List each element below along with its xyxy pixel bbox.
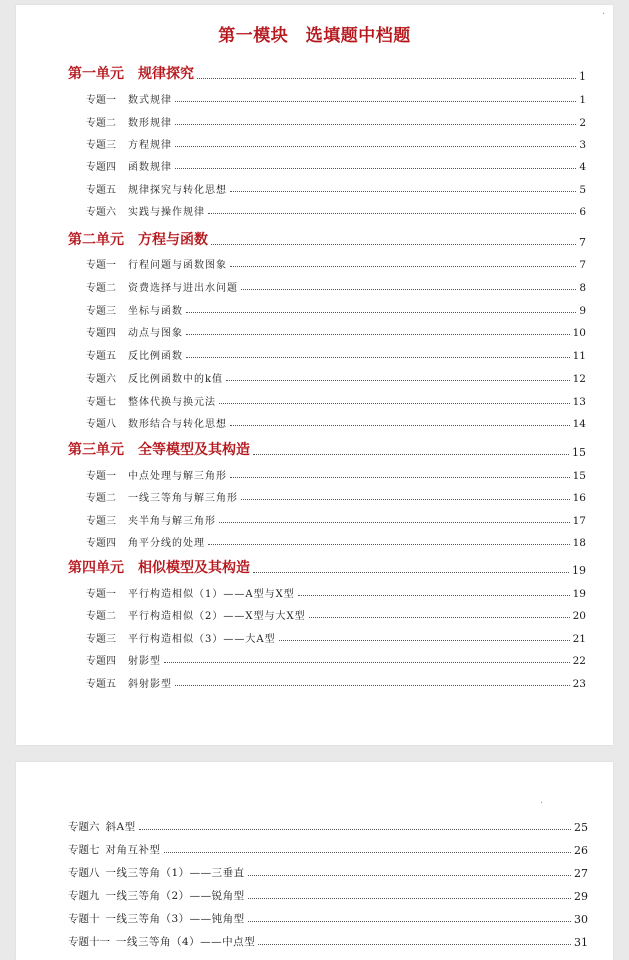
topic-entry[interactable] (86, 91, 586, 106)
topic-number: 专题四 (86, 162, 116, 173)
page-number: 10 (572, 327, 586, 339)
page-number: 17 (572, 515, 586, 527)
topic-number: 专题二 (86, 493, 116, 504)
leader-dots (253, 453, 569, 455)
page-number: 16 (572, 492, 586, 504)
leader-dots (279, 639, 570, 641)
topic-title: 平行构造相似（3）——大A型 (128, 634, 276, 645)
topic-title: 一线三等角（1）——三垂直 (105, 867, 245, 879)
topic-title: 坐标与函数 (128, 306, 183, 317)
topic-entry[interactable] (86, 630, 586, 645)
leader-dots (241, 498, 570, 500)
page-number: 23 (572, 678, 586, 690)
page-number: 13 (572, 396, 586, 408)
leader-dots (208, 212, 576, 214)
page-number: 8 (579, 282, 586, 294)
topic-title: 对角互补型 (105, 844, 161, 856)
topic-entry[interactable] (68, 934, 588, 949)
topic-title: 实践与操作规律 (128, 207, 205, 218)
leader-dots (175, 684, 570, 686)
topic-entry[interactable] (86, 203, 586, 218)
page-number: 3 (579, 139, 586, 151)
unit-2-entry[interactable] (68, 229, 586, 249)
leader-dots (253, 571, 569, 573)
toc-page-1 (16, 5, 613, 745)
topic-number: 专题四 (86, 328, 116, 339)
topic-number: 专题八 (68, 867, 100, 879)
topic-title: 平行构造相似（2）——X型与大X型 (128, 611, 306, 622)
topic-entry[interactable] (86, 302, 586, 317)
page-number: 4 (579, 161, 586, 173)
topic-number: 专题六 (86, 207, 116, 218)
unit-title: 第一单元 规律探究 (68, 66, 194, 82)
page-number: 15 (572, 470, 586, 482)
topic-number: 专题六 (86, 374, 116, 385)
leader-dots (230, 190, 576, 192)
leader-dots (248, 920, 571, 922)
page-number: 22 (572, 655, 586, 667)
topic-entry[interactable] (86, 467, 586, 482)
topic-title: 整体代换与换元法 (128, 397, 216, 408)
topic-entry[interactable] (86, 652, 586, 667)
topic-entry[interactable] (86, 393, 586, 408)
page-number: 9 (579, 305, 586, 317)
leader-dots (197, 77, 576, 79)
topic-number: 专题三 (86, 140, 116, 151)
page-number: 25 (574, 821, 588, 834)
leader-dots (186, 311, 576, 313)
leader-dots (139, 828, 571, 830)
page-number: 1 (579, 94, 586, 106)
topic-title: 反比例函数中的k值 (128, 374, 224, 385)
topic-title: 一线三等角（4）——中点型 (116, 936, 256, 948)
page-number: 27 (574, 867, 588, 880)
toc-page-2 (16, 762, 613, 960)
topic-number: 专题二 (86, 611, 116, 622)
page-number: 12 (572, 373, 586, 385)
speck-mark: · (540, 798, 544, 809)
topic-entry[interactable] (86, 114, 586, 129)
topic-entry[interactable] (68, 865, 588, 880)
unit-1-entry[interactable] (68, 63, 586, 83)
leader-dots (175, 167, 576, 169)
topic-number: 专题七 (68, 844, 100, 856)
topic-number: 专题十 (68, 913, 100, 925)
topic-title: 行程问题与函数图象 (128, 260, 227, 271)
topic-entry[interactable] (86, 512, 586, 527)
unit-title: 第二单元 方程与函数 (68, 232, 208, 248)
leader-dots (175, 100, 576, 102)
topic-number: 专题九 (68, 890, 100, 902)
topic-number: 专题五 (86, 679, 116, 690)
corner-mark: · (602, 9, 606, 20)
topic-number: 专题八 (86, 419, 116, 430)
page-number: 19 (572, 588, 586, 600)
topic-title: 一线三等角（3）——钝角型 (105, 913, 245, 925)
topic-entry[interactable] (86, 324, 586, 339)
topic-title: 反比例函数 (128, 351, 183, 362)
topic-title: 射影型 (128, 656, 161, 667)
topic-title: 一线三等角与解三角形 (128, 493, 238, 504)
unit-title: 第三单元 全等模型及其构造 (68, 442, 250, 458)
topic-title: 动点与图象 (128, 328, 183, 339)
topic-number: 专题六 (68, 821, 100, 833)
topic-entry[interactable] (86, 256, 586, 271)
page-number: 31 (574, 936, 588, 949)
topic-entry[interactable] (86, 675, 586, 690)
topic-entry[interactable] (68, 842, 588, 857)
leader-dots (226, 379, 570, 381)
leader-dots (164, 851, 572, 853)
topic-number: 专题一 (86, 471, 116, 482)
page-number: 29 (574, 890, 588, 903)
leader-dots (175, 145, 576, 147)
leader-dots (241, 288, 576, 290)
page-number: 14 (572, 418, 586, 430)
leader-dots (211, 243, 576, 245)
module-title: 第一模块 选填题中档题 (218, 26, 411, 46)
page-number: 2 (579, 117, 586, 129)
topic-title: 斜射影型 (128, 679, 172, 690)
leader-dots (230, 265, 576, 267)
page-number: 26 (574, 844, 588, 857)
topic-number: 专题七 (86, 397, 116, 408)
topic-entry[interactable] (86, 158, 586, 173)
leader-dots (175, 123, 576, 125)
topic-entry[interactable] (68, 911, 588, 926)
unit-title: 第四单元 相似模型及其构造 (68, 560, 250, 576)
topic-number: 专题三 (86, 634, 116, 645)
page-number: 21 (572, 633, 586, 645)
topic-title: 平行构造相似（1）——A型与X型 (128, 589, 295, 600)
topic-entry[interactable] (86, 607, 586, 622)
topic-number: 专题一 (86, 589, 116, 600)
topic-number: 专题三 (86, 516, 116, 527)
topic-title: 数形规律 (128, 118, 172, 129)
leader-dots (248, 874, 571, 876)
leader-dots (219, 521, 570, 523)
topic-entry[interactable] (68, 888, 588, 903)
topic-entry[interactable] (86, 181, 586, 196)
topic-entry[interactable] (86, 489, 586, 504)
leader-dots (258, 943, 571, 945)
leader-dots (219, 402, 570, 404)
topic-number: 专题五 (86, 351, 116, 362)
topic-number: 专题二 (86, 283, 116, 294)
page-number: 19 (572, 564, 586, 577)
leader-dots (248, 897, 571, 899)
topic-title: 资费选择与进出水问题 (128, 283, 238, 294)
leader-dots (208, 543, 570, 545)
page-number: 5 (579, 184, 586, 196)
topic-number: 专题一 (86, 95, 116, 106)
page-number: 11 (572, 350, 586, 362)
page-number: 1 (579, 70, 586, 83)
topic-title: 一线三等角（2）——锐角型 (105, 890, 245, 902)
topic-title: 规律探究与转化思想 (128, 185, 227, 196)
topic-entry[interactable] (86, 347, 586, 362)
leader-dots (230, 476, 570, 478)
leader-dots (186, 333, 570, 335)
topic-title: 夹半角与解三角形 (128, 516, 216, 527)
topic-title: 角平分线的处理 (128, 538, 205, 549)
topic-title: 中点处理与解三角形 (128, 471, 227, 482)
leader-dots (309, 616, 570, 618)
topic-title: 斜A型 (105, 821, 136, 833)
unit-3-entry[interactable] (68, 439, 586, 459)
topic-entry[interactable] (68, 819, 588, 834)
topic-number: 专题十一 (68, 936, 110, 948)
topic-number: 专题三 (86, 306, 116, 317)
leader-dots (164, 661, 570, 663)
topic-number: 专题四 (86, 656, 116, 667)
topic-entry[interactable] (86, 534, 586, 549)
topic-title: 函数规律 (128, 162, 172, 173)
topic-number: 专题五 (86, 185, 116, 196)
page-number: 15 (572, 446, 586, 459)
leader-dots (298, 594, 570, 596)
topic-number: 专题四 (86, 538, 116, 549)
topic-entry[interactable] (86, 415, 586, 430)
topic-entry[interactable] (86, 370, 586, 385)
topic-title: 数形结合与转化思想 (128, 419, 227, 430)
leader-dots (230, 424, 570, 426)
page-number: 7 (579, 259, 586, 271)
page-number: 6 (579, 206, 586, 218)
page-number: 30 (574, 913, 588, 926)
unit-4-entry[interactable] (68, 557, 586, 577)
topic-entry[interactable] (86, 279, 586, 294)
topic-entry[interactable] (86, 136, 586, 151)
page-number: 20 (572, 610, 586, 622)
topic-title: 数式规律 (128, 95, 172, 106)
page-number: 18 (572, 537, 586, 549)
topic-number: 专题二 (86, 118, 116, 129)
topic-title: 方程规律 (128, 140, 172, 151)
topic-entry[interactable] (86, 585, 586, 600)
leader-dots (186, 356, 570, 358)
page-number: 7 (579, 236, 586, 249)
topic-number: 专题一 (86, 260, 116, 271)
